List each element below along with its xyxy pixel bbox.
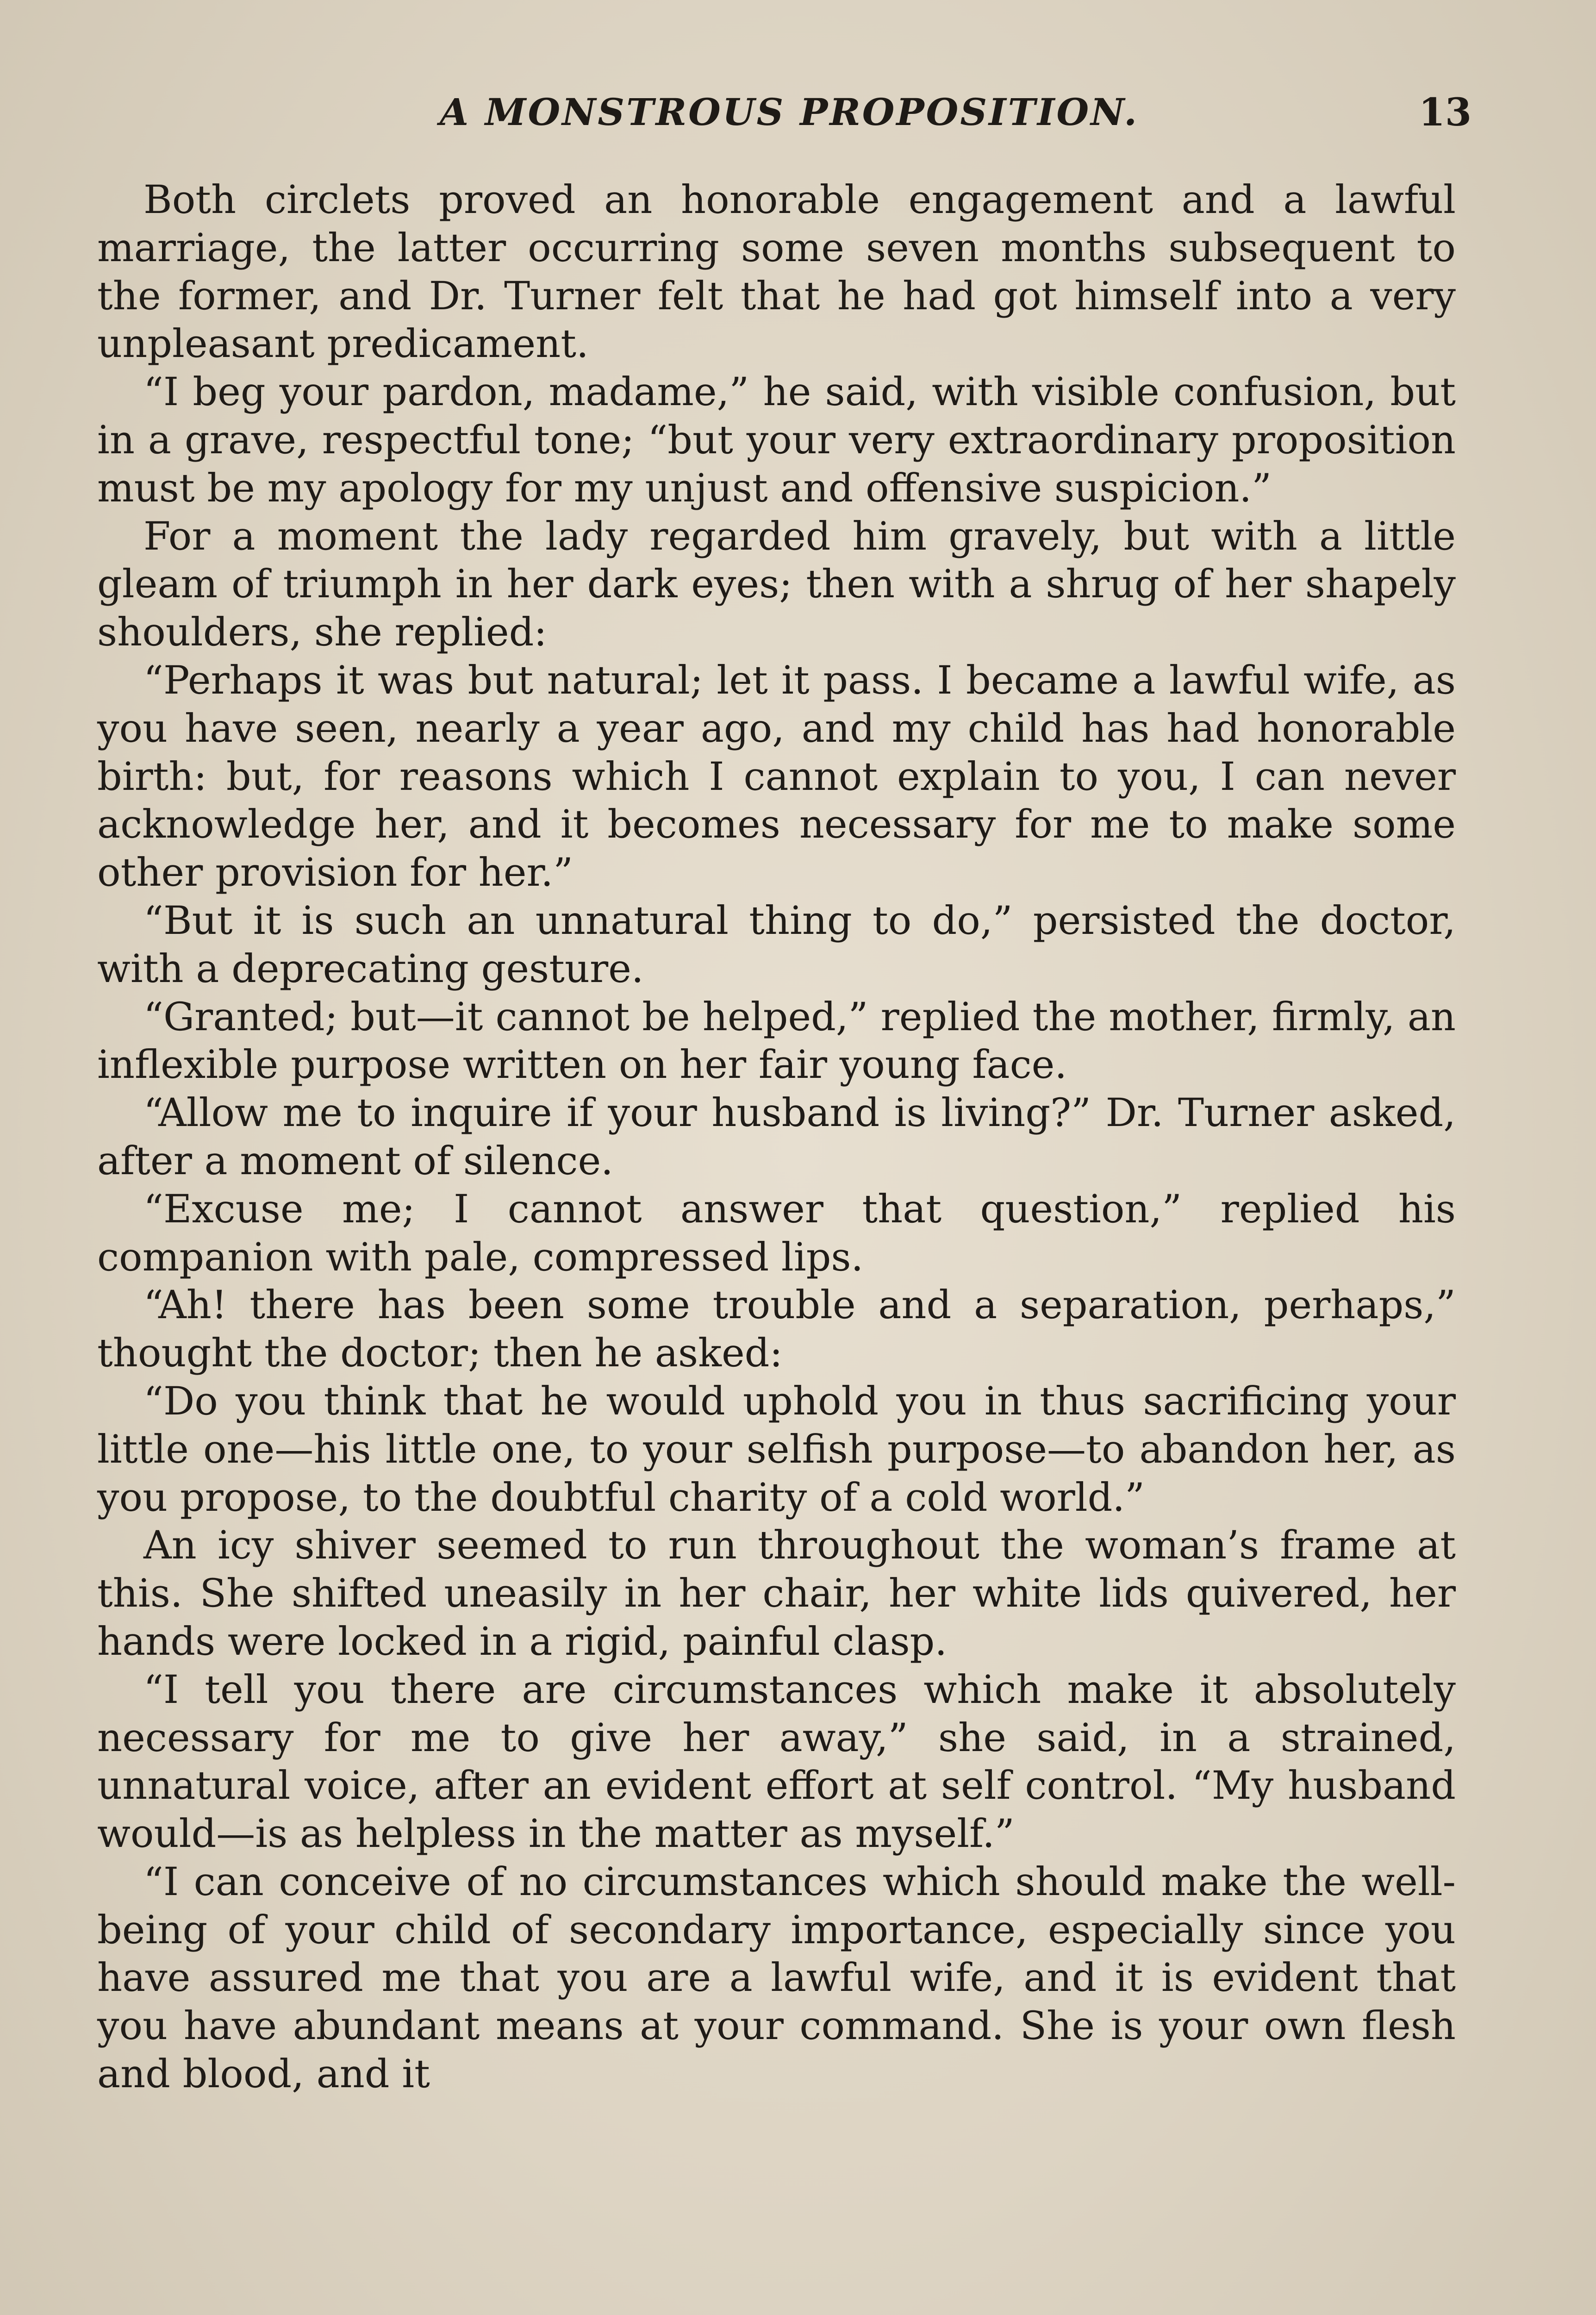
paragraph-7: “Allow me to inquire if your husband is living?” Dr. Turner asked, after a moment of silence. [97,1090,1456,1183]
paragraph-6: “Granted; but—it cannot be helped,” replied the mother, firmly, an inflexible purpose written on her fair young face. [97,994,1456,1088]
body-text [97,176,1456,2315]
paragraph-13: “I can conceive of no circumstances which should make the well-being of your child of secondary importance, especially since you have assured me that you are a lawful wife, and it is evident that you have abundant means at your command. She is your own flesh and blood, and it [97,1858,1456,2097]
paragraph-9: “Ah! there has been some trouble and a separation, perhaps,” thought the doctor; then he asked: [97,1282,1456,1376]
paragraph-2: “I beg your pardon, madame,” he said, with visible confusion, but in a grave, respectful tone; “but your very extraordinary proposition must be my apology for my unjust and offensive suspicion.” [97,369,1456,511]
page-header [0,90,1596,146]
paragraph-12: “I tell you there are circumstances which make it absolutely necessary for me to give her away,” she said, in a strained, unnatural voice, after an evident effort at self control. “My husband would—is as helpless in the matter as myself.” [97,1666,1456,1857]
paragraph-11: An icy shiver seemed to run throughout the woman’s frame at this. She shifted uneasily in her chair, her white lids quivered, her hands were locked in a rigid, painful clasp. [97,1522,1456,1664]
paragraph-4: “Perhaps it was but natural; let it pass. I became a lawful wife, as you have seen, nearly a year ago, and my child has had honorable birth: but, for reasons which I cannot explain to you, I can never acknowledge her, and it becomes necessary for me to make some other provision for her.” [97,657,1456,895]
page-number: 13 [1419,90,1472,135]
paragraph-8: “Excuse me; I cannot answer that question,” replied his companion with pale, compressed lips. [97,1186,1456,1280]
paragraph-1: Both circlets proved an honorable engagement and a lawful marriage, the latter occurring some seven months subsequent to the former, and Dr. Turner felt that he had got himself into a very unpleasant predicament. [97,177,1456,367]
paragraph-5: “But it is such an unnatural thing to do,” persisted the doctor, with a deprecating gesture. [97,897,1456,991]
paragraph-10: “Do you think that he would uphold you in thus sacrificing your little one—his little one, to your selfish purpose—to abandon her, as you propose, to the doubtful charity of a cold world.” [97,1378,1456,1520]
paragraph-3: For a moment the lady regarded him gravely, but with a little gleam of triumph in her dark eyes; then with a shrug of her shapely shoulders, she replied: [97,513,1456,655]
running-title: A MONSTROUS PROPOSITION. [440,90,1139,134]
